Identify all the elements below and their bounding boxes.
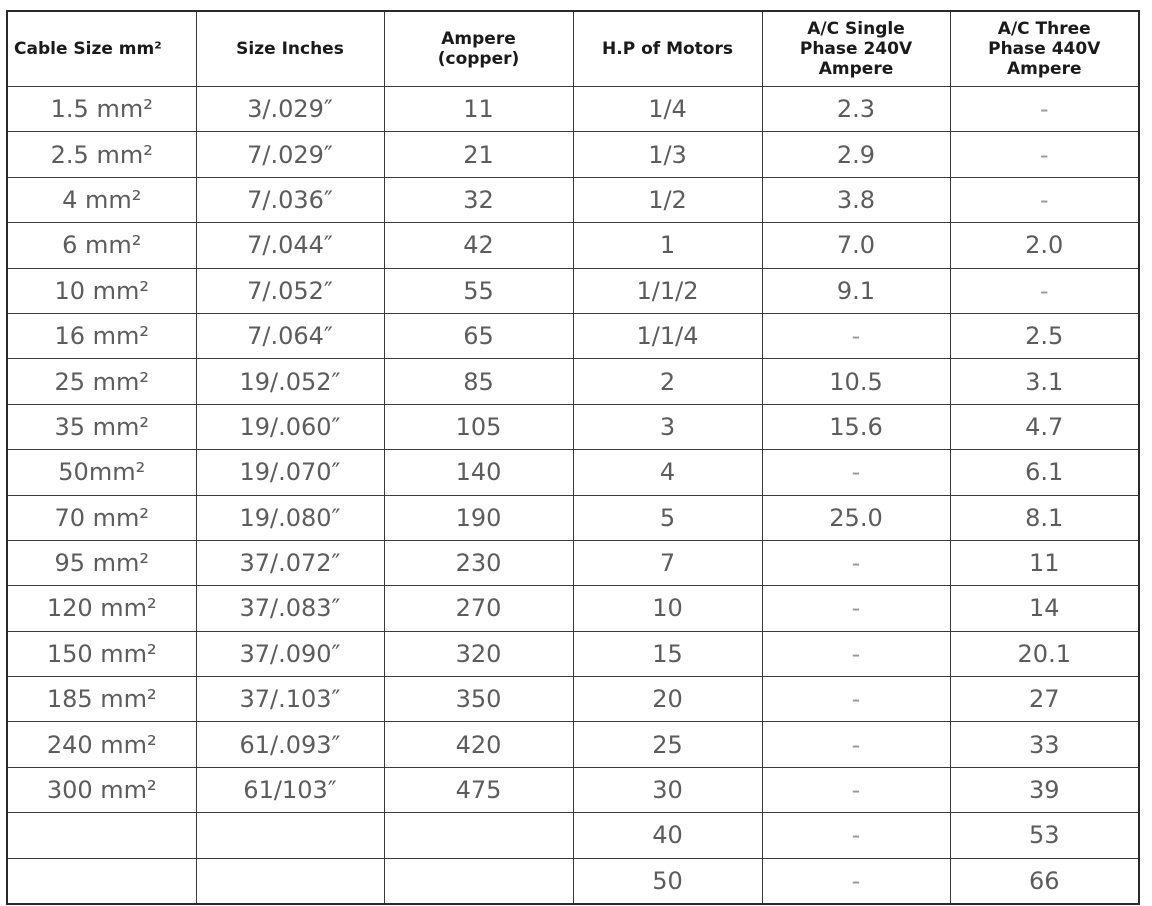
cell-cable-size: 50mm²: [7, 450, 196, 495]
column-header-line: Ampere: [1007, 59, 1082, 79]
table-row: [7, 495, 1139, 540]
cell-ampere-copper: [384, 813, 573, 858]
cell-ac-single-phase: -: [762, 677, 950, 722]
cell-ac-three-phase: -: [950, 132, 1139, 177]
cell-size-inches: 37/.083″: [196, 586, 384, 631]
table-header: [7, 11, 1139, 87]
cell-ac-single-phase: -: [762, 586, 950, 631]
cell-ac-three-phase: -: [950, 268, 1139, 313]
cell-ac-three-phase: 4.7: [950, 404, 1139, 449]
header-row: [7, 11, 1139, 87]
table-row: [7, 677, 1139, 722]
cell-hp-of-motors: 50: [573, 858, 762, 904]
cell-size-inches: 37/.103″: [196, 677, 384, 722]
cell-size-inches: [196, 858, 384, 904]
cell-size-inches: 61/.093″: [196, 722, 384, 767]
cell-ampere-copper: 65: [384, 313, 573, 358]
column-header-hp-of-motors: [573, 11, 762, 87]
cell-ampere-copper: 32: [384, 177, 573, 222]
table-row: [7, 722, 1139, 767]
cell-size-inches: 7/.036″: [196, 177, 384, 222]
cable-size-table-container: [6, 10, 1138, 894]
cell-cable-size: [7, 858, 196, 904]
cell-cable-size: 300 mm²: [7, 767, 196, 812]
table-row: [7, 223, 1139, 268]
cell-ac-three-phase: 33: [950, 722, 1139, 767]
table-row: [7, 586, 1139, 631]
cell-hp-of-motors: 1/1/4: [573, 313, 762, 358]
cell-cable-size: 1.5 mm²: [7, 87, 196, 132]
cell-ac-three-phase: -: [950, 177, 1139, 222]
column-header-line: Phase 440V: [988, 39, 1101, 59]
cell-ac-three-phase: 8.1: [950, 495, 1139, 540]
cell-hp-of-motors: 40: [573, 813, 762, 858]
column-header-ac-three-phase: [950, 11, 1139, 87]
cell-ac-single-phase: 7.0: [762, 223, 950, 268]
cell-hp-of-motors: 1/3: [573, 132, 762, 177]
cell-hp-of-motors: 7: [573, 540, 762, 585]
cell-hp-of-motors: 4: [573, 450, 762, 495]
cell-hp-of-motors: 5: [573, 495, 762, 540]
cell-ampere-copper: 420: [384, 722, 573, 767]
column-header-line: (copper): [437, 49, 520, 69]
cell-hp-of-motors: 3: [573, 404, 762, 449]
cell-ac-three-phase: 2.0: [950, 223, 1139, 268]
cell-ac-single-phase: 2.3: [762, 87, 950, 132]
cell-hp-of-motors: 20: [573, 677, 762, 722]
cell-ampere-copper: 140: [384, 450, 573, 495]
column-header-line: A/C Three: [997, 19, 1091, 39]
cell-ac-single-phase: -: [762, 813, 950, 858]
cell-cable-size: 10 mm²: [7, 268, 196, 313]
cell-size-inches: 19/.060″: [196, 404, 384, 449]
column-header-ampere-copper: [384, 11, 573, 87]
cell-ac-three-phase: 14: [950, 586, 1139, 631]
cell-cable-size: 6 mm²: [7, 223, 196, 268]
cell-ac-single-phase: -: [762, 767, 950, 812]
cell-cable-size: 2.5 mm²: [7, 132, 196, 177]
cell-size-inches: 37/.090″: [196, 631, 384, 676]
cell-size-inches: 19/.080″: [196, 495, 384, 540]
cell-ac-three-phase: 2.5: [950, 313, 1139, 358]
cell-ac-three-phase: 53: [950, 813, 1139, 858]
column-header-ac-single-phase: [762, 11, 950, 87]
cell-size-inches: 37/.072″: [196, 540, 384, 585]
table-row: [7, 767, 1139, 812]
column-header-line: Phase 240V: [799, 39, 913, 59]
cell-ac-three-phase: 6.1: [950, 450, 1139, 495]
table-row: [7, 268, 1139, 313]
cell-ampere-copper: 55: [384, 268, 573, 313]
cell-hp-of-motors: 10: [573, 586, 762, 631]
cell-cable-size: 4 mm²: [7, 177, 196, 222]
cell-cable-size: 35 mm²: [7, 404, 196, 449]
table-row: [7, 858, 1139, 904]
cell-hp-of-motors: 15: [573, 631, 762, 676]
table-body: [7, 87, 1139, 905]
cell-ac-single-phase: 15.6: [762, 404, 950, 449]
cell-cable-size: 95 mm²: [7, 540, 196, 585]
column-header-line: Cable Size mm²: [14, 39, 162, 59]
table-row: [7, 450, 1139, 495]
cell-ampere-copper: 475: [384, 767, 573, 812]
cell-ac-single-phase: 9.1: [762, 268, 950, 313]
column-header-line: Ampere: [441, 29, 516, 49]
cell-ampere-copper: [384, 858, 573, 904]
cell-ampere-copper: 105: [384, 404, 573, 449]
table-row: [7, 313, 1139, 358]
cell-ac-single-phase: 3.8: [762, 177, 950, 222]
column-header-cable-size: [7, 11, 196, 87]
cell-size-inches: 7/.044″: [196, 223, 384, 268]
cell-ac-three-phase: 66: [950, 858, 1139, 904]
cell-ac-three-phase: 20.1: [950, 631, 1139, 676]
cell-ampere-copper: 21: [384, 132, 573, 177]
cell-hp-of-motors: 1/4: [573, 87, 762, 132]
cell-ac-three-phase: 11: [950, 540, 1139, 585]
cell-hp-of-motors: 1: [573, 223, 762, 268]
cell-cable-size: 120 mm²: [7, 586, 196, 631]
cell-ampere-copper: 85: [384, 359, 573, 404]
cell-ampere-copper: 230: [384, 540, 573, 585]
table-row: [7, 404, 1139, 449]
cell-size-inches: 19/.070″: [196, 450, 384, 495]
cell-ac-single-phase: -: [762, 540, 950, 585]
cell-ac-three-phase: 39: [950, 767, 1139, 812]
cell-ac-single-phase: 25.0: [762, 495, 950, 540]
table-row: [7, 540, 1139, 585]
cell-hp-of-motors: 1/2: [573, 177, 762, 222]
cell-cable-size: 185 mm²: [7, 677, 196, 722]
column-header-line: Ampere: [818, 59, 894, 79]
cell-ac-three-phase: 3.1: [950, 359, 1139, 404]
cell-size-inches: 7/.029″: [196, 132, 384, 177]
cell-hp-of-motors: 1/1/2: [573, 268, 762, 313]
column-header-line: H.P of Motors: [602, 39, 733, 59]
cell-ac-single-phase: 10.5: [762, 359, 950, 404]
cell-hp-of-motors: 25: [573, 722, 762, 767]
cell-size-inches: 61/103″: [196, 767, 384, 812]
cell-hp-of-motors: 2: [573, 359, 762, 404]
table-row: [7, 813, 1139, 858]
cable-size-table: [6, 10, 1140, 905]
table-row: [7, 359, 1139, 404]
cell-ac-single-phase: -: [762, 450, 950, 495]
column-header-line: Size Inches: [236, 39, 344, 59]
cell-ac-single-phase: -: [762, 858, 950, 904]
cell-ac-single-phase: -: [762, 631, 950, 676]
cell-ampere-copper: 320: [384, 631, 573, 676]
cell-ac-single-phase: 2.9: [762, 132, 950, 177]
cell-hp-of-motors: 30: [573, 767, 762, 812]
cell-size-inches: 7/.064″: [196, 313, 384, 358]
cell-cable-size: 25 mm²: [7, 359, 196, 404]
cell-ampere-copper: 270: [384, 586, 573, 631]
cell-cable-size: [7, 813, 196, 858]
table-row: [7, 132, 1139, 177]
table-row: [7, 87, 1139, 132]
cell-ampere-copper: 350: [384, 677, 573, 722]
cell-size-inches: 7/.052″: [196, 268, 384, 313]
table-row: [7, 631, 1139, 676]
cell-size-inches: [196, 813, 384, 858]
table-row: [7, 177, 1139, 222]
cell-size-inches: 19/.052″: [196, 359, 384, 404]
cell-ampere-copper: 190: [384, 495, 573, 540]
cell-ac-single-phase: -: [762, 313, 950, 358]
cell-ampere-copper: 11: [384, 87, 573, 132]
cell-ac-three-phase: -: [950, 87, 1139, 132]
cell-cable-size: 70 mm²: [7, 495, 196, 540]
cell-cable-size: 16 mm²: [7, 313, 196, 358]
column-header-line: A/C Single: [807, 19, 905, 39]
column-header-size-inches: [196, 11, 384, 87]
cell-ac-three-phase: 27: [950, 677, 1139, 722]
cell-size-inches: 3/.029″: [196, 87, 384, 132]
cell-ac-single-phase: -: [762, 722, 950, 767]
cell-cable-size: 150 mm²: [7, 631, 196, 676]
cell-cable-size: 240 mm²: [7, 722, 196, 767]
cell-ampere-copper: 42: [384, 223, 573, 268]
